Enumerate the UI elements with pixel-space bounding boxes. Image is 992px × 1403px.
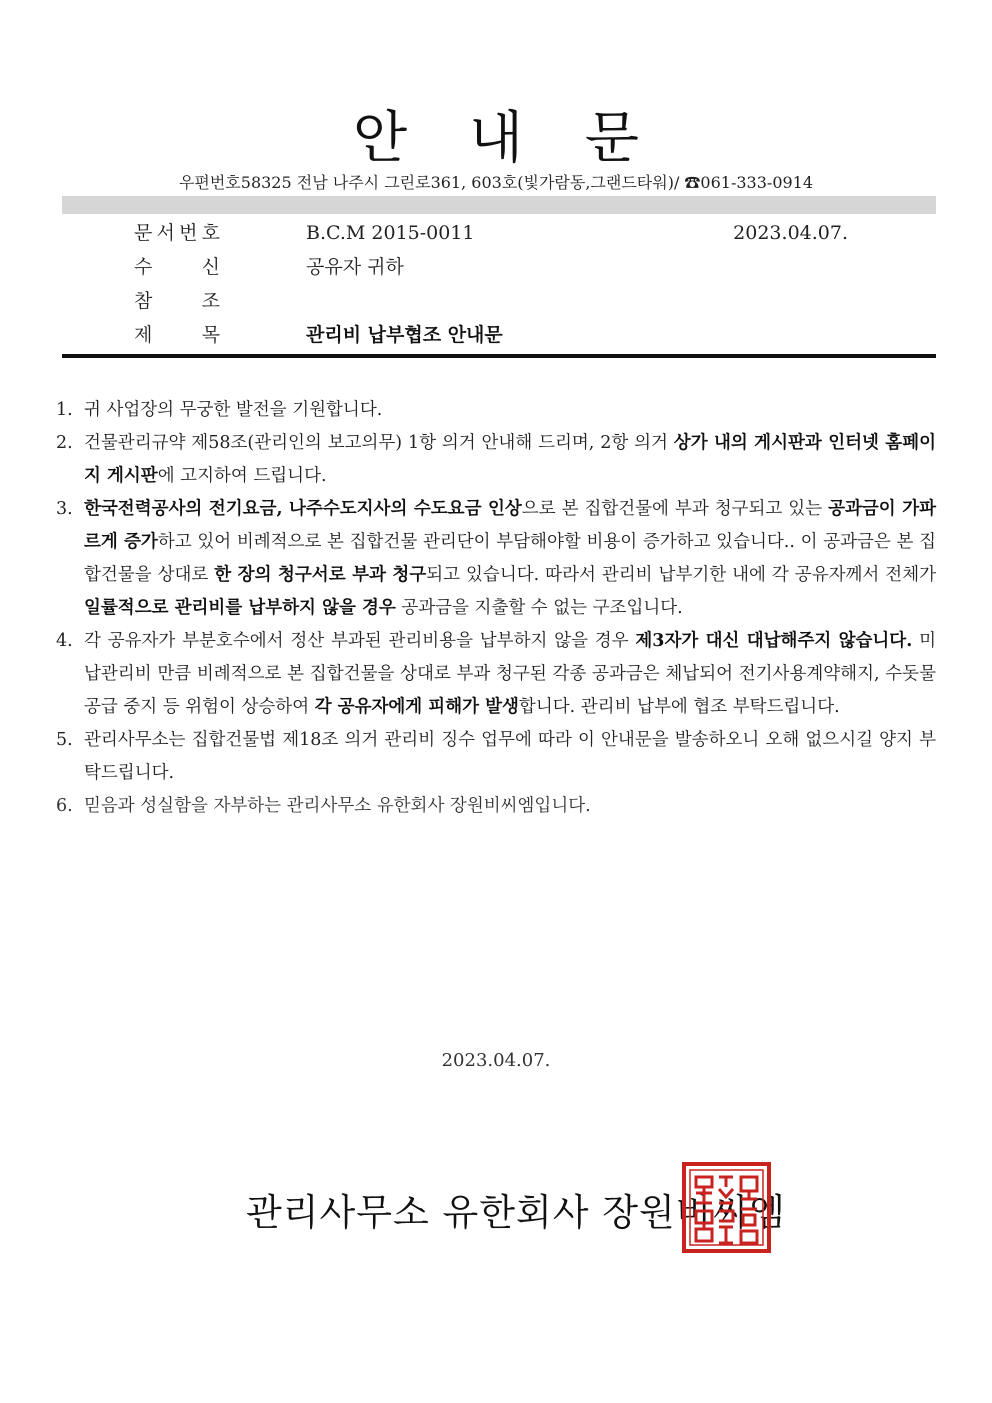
meta-row-recipient <box>62 250 936 284</box>
notice-text: 되고 있습니다. 따라서 관리비 납부기한 내에 각 공유자께서 전체가 <box>426 565 937 585</box>
notice-text: 으로 본 집합건물에 부과 청구되고 있는 <box>521 499 829 519</box>
document-title: 안 내 문 <box>353 106 661 171</box>
doc-no-label: 문 서 번 호 <box>134 222 220 244</box>
notice-item <box>56 625 936 724</box>
notice-text: 합니다. 관리비 납부에 협조 부탁드립니다. <box>518 697 840 717</box>
notice-emphasis-text: 제3자가 대신 대납해주지 않습니다. <box>635 631 913 651</box>
reference-label: 참 조 <box>134 290 220 312</box>
notice-emphasis-text: 상가 내의 게시판과 인터넷 홈페이지 게시판 <box>84 433 937 486</box>
notice-item-number: 5. <box>56 730 73 750</box>
notice-text: 공과금을 지출할 수 없는 구조입니다. <box>395 598 683 618</box>
meta-row-doc-no <box>62 216 936 250</box>
header-rule <box>62 354 936 358</box>
meta-row-subject <box>62 318 936 352</box>
notice-text: 귀 사업장의 무궁한 발전을 기원합니다. <box>84 400 383 420</box>
notice-text: 믿음과 성실함을 자부하는 관리사무소 유한회사 장원비씨엠입니다. <box>84 796 591 816</box>
notice-item-number: 3. <box>56 499 73 519</box>
recipient-label: 수 신 <box>134 256 220 278</box>
header-band <box>62 196 936 214</box>
notice-item <box>56 394 936 427</box>
notice-text: 미납관리비 만큼 비례적으로 본 집합건물을 상대로 부과 청구된 각종 공과금은 체납되어 전기사용계약해지, 수돗물 공급 중지 등 위험이 상승하여 <box>84 631 937 717</box>
notice-item <box>56 493 936 625</box>
signer-name: 관리사무소 유한회사 장원비씨엠 <box>246 1191 786 1234</box>
notice-item <box>56 427 936 493</box>
notice-emphasis-text: 한 장의 청구서로 부과 청구 <box>214 565 427 585</box>
notice-item <box>56 724 936 790</box>
notice-text: 관리사무소는 집합건물법 제18조 의거 관리비 징수 업무에 따라 이 안내문을 발송하오니 오해 없으시길 양지 부탁드립니다. <box>84 730 936 783</box>
notice-item-number: 6. <box>56 796 73 816</box>
notice-item-number: 4. <box>56 631 73 651</box>
sender-address: 우편번호58325 전남 나주시 그린로361, 603호(빛가람동,그랜드타워)/ ☎061-333-0914 <box>178 173 814 192</box>
seal-glyphs <box>696 1177 757 1243</box>
notice-emphasis-text: 각 공유자에게 피해가 발생 <box>314 697 519 717</box>
notice-emphasis-text: 일률적으로 관리비를 납부하지 않을 경우 <box>84 598 396 618</box>
notice-body <box>56 394 936 823</box>
recipient-value: 공유자 귀하 <box>306 256 404 278</box>
doc-date: 2023.04.07. <box>733 222 848 244</box>
subject-label: 제 목 <box>134 324 220 346</box>
meta-block <box>62 216 936 356</box>
notice-item-number: 2. <box>56 433 73 453</box>
notice-item-number: 1. <box>56 400 73 420</box>
notice-emphasis-text: 공과금이 가파르게 증가 <box>84 499 937 552</box>
notice-item <box>56 790 936 823</box>
company-seal-stamp <box>681 1161 772 1254</box>
notice-text: 에 고지하여 드립니다. <box>157 466 327 486</box>
footer-date: 2023.04.07. <box>441 1050 551 1071</box>
notice-text: 건물관리규약 제58조(관리인의 보고의무) 1항 의거 안내해 드리며, 2항 의거 <box>84 433 674 453</box>
notice-text: 하고 있어 비례적으로 본 집합건물 관리단이 부담해야할 비용이 증가하고 있습니다.. 이 공과금은 본 집합건물을 상대로 <box>84 532 936 585</box>
meta-row-reference <box>62 284 936 318</box>
notice-emphasis-text: 한국전력공사의 전기요금, 나주수도지사의 수도요금 인상 <box>84 499 522 519</box>
subject-value: 관리비 납부협조 안내문 <box>306 324 503 346</box>
doc-no-value: B.C.M 2015-0011 <box>306 222 475 244</box>
notice-text: 각 공유자가 부분호수에서 정산 부과된 관리비용을 납부하지 않을 경우 <box>84 631 636 651</box>
